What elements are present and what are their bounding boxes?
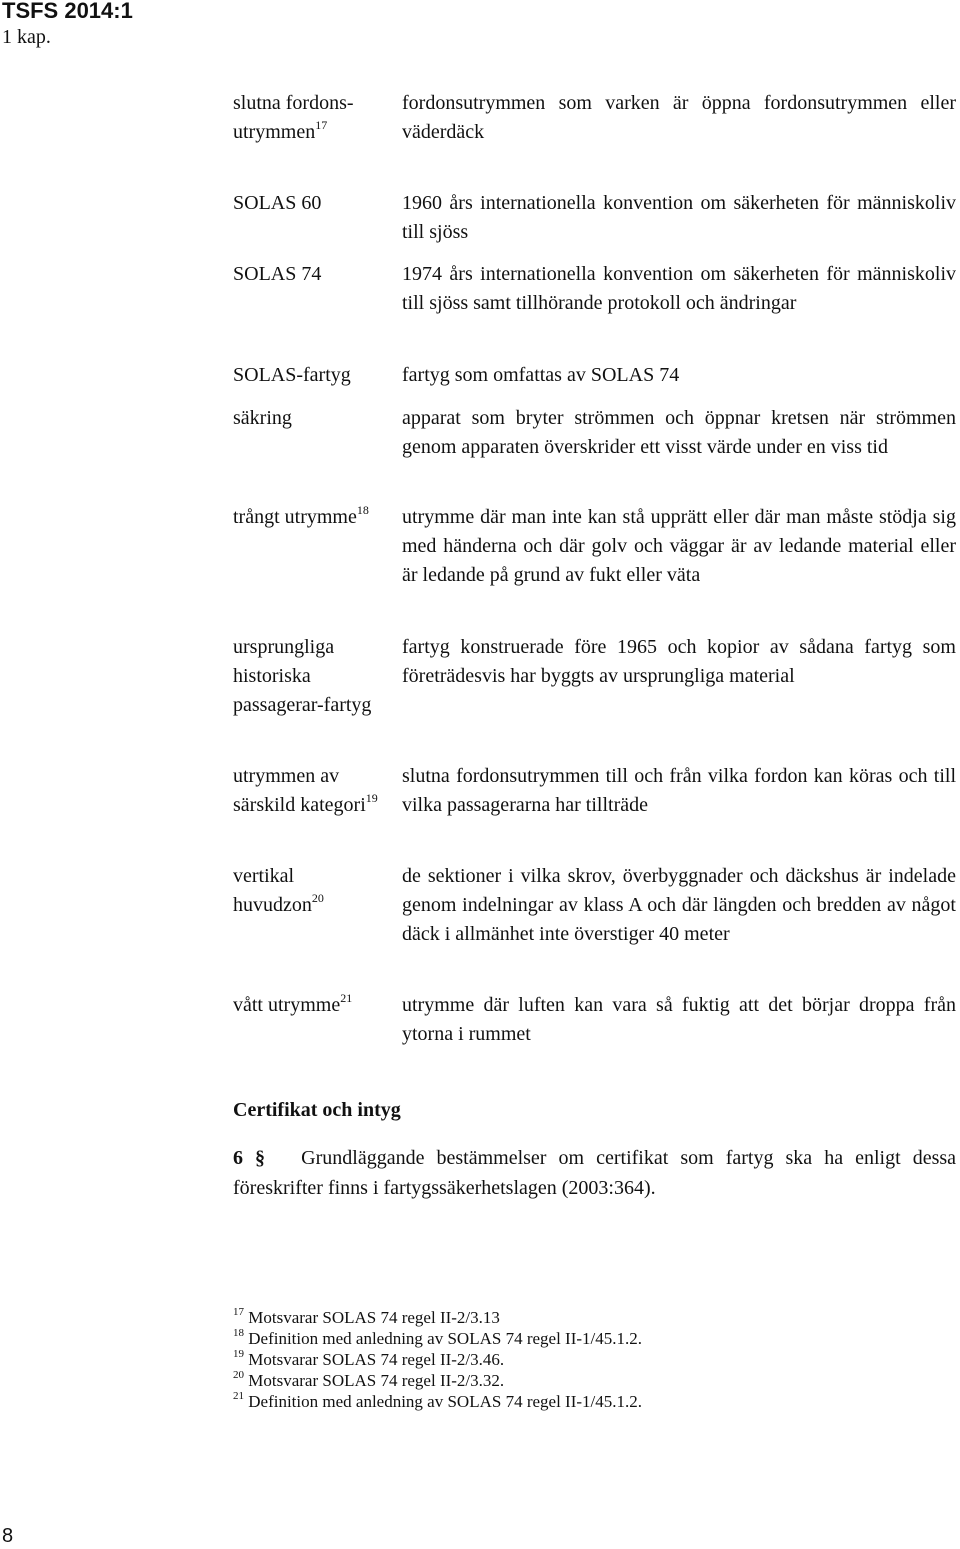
- term-text: säkring: [233, 407, 292, 429]
- definition-term: [233, 991, 378, 1020]
- definition-text: 1974 års internationella konvention om säkerheten för människoliv till sjöss samt tillhörande protokoll och ändringar: [402, 263, 956, 314]
- term-text: vertikal huvudzon: [233, 865, 312, 916]
- definition-term: [233, 189, 378, 218]
- footnote-ref[interactable]: 19: [365, 791, 378, 806]
- definition-text: utrymme där man inte kan stå upprätt eller där man måste stödja sig med händerna och där golv och väggar är av ledande material eller är ledande på grund av fukt eller väta: [402, 506, 956, 586]
- footnote-text: Motsvarar SOLAS 74 regel II-2/3.46.: [248, 1350, 505, 1369]
- footnote-ref[interactable]: 20: [311, 891, 324, 906]
- footnote-ref[interactable]: 21: [340, 991, 353, 1006]
- page-number: 8: [2, 1525, 14, 1547]
- term-text: SOLAS 60: [233, 192, 322, 214]
- footnotes: [233, 1307, 642, 1412]
- section-paragraph: [233, 1143, 956, 1203]
- definition-term: [233, 762, 378, 820]
- definition-term: [233, 633, 378, 720]
- definition-text: 1960 års internationella konvention om säkerheten för människoliv till sjöss: [402, 192, 956, 243]
- definition-term: [233, 89, 378, 147]
- chapter-label: 1 kap.: [2, 26, 51, 48]
- section-heading: Certifikat och intyg: [233, 1099, 401, 1121]
- definition-text: apparat som bryter strömmen och öppnar kretsen när strömmen genom apparaten överskrider ett visst värde under en viss tid: [402, 407, 956, 458]
- definition-text: fartyg som omfattas av SOLAS 74: [402, 364, 680, 386]
- definition-term: [233, 361, 378, 390]
- footnote-text: Motsvarar SOLAS 74 regel II-2/3.13: [248, 1308, 500, 1327]
- definition-text: de sektioner i vilka skrov, överbyggnader och däckshus är indelade genom indelningar av klass A och där längden och bredden av något däck i allmänhet inte överstiger 40 meter: [402, 865, 956, 945]
- definition-term: [233, 503, 378, 532]
- footnote-number: 21: [233, 1390, 244, 1403]
- definition-text: fordonsutrymmen som varken är öppna fordonsutrymmen eller väderdäck: [402, 92, 956, 143]
- definition-text: slutna fordonsutrymmen till och från vilka fordon kan köras och till vilka passagerarna har tillträde: [402, 765, 956, 816]
- footnote: [233, 1391, 642, 1412]
- paragraph-number: 6 §: [233, 1147, 266, 1169]
- footnote: [233, 1328, 642, 1349]
- footnote-text: Definition med anledning av SOLAS 74 regel II-1/45.1.2.: [248, 1329, 643, 1348]
- footnote-text: Definition med anledning av SOLAS 74 regel II-1/45.1.2.: [248, 1392, 643, 1411]
- footnote: [233, 1349, 642, 1370]
- term-text: SOLAS 74: [233, 263, 322, 285]
- definition-text: fartyg konstruerade före 1965 och kopior av sådana fartyg som företrädesvis har byggts av ursprungliga material: [402, 636, 956, 687]
- footnote-text: Motsvarar SOLAS 74 regel II-2/3.32.: [248, 1371, 505, 1390]
- footnote-number: 18: [233, 1327, 244, 1340]
- footnote-ref[interactable]: 18: [356, 503, 369, 518]
- document-code: TSFS 2014:1: [2, 0, 133, 23]
- definition-term: [233, 862, 378, 920]
- definition-term: [233, 404, 378, 433]
- page-header: [2, 0, 133, 50]
- footnote-ref[interactable]: 17: [315, 118, 328, 133]
- definition-term: [233, 260, 378, 289]
- term-text: SOLAS-fartyg: [233, 364, 351, 386]
- term-text: trångt utrymme: [233, 506, 357, 528]
- term-text: utrymmen av särskild kategori: [233, 765, 366, 816]
- footnote: [233, 1307, 642, 1328]
- footnote-number: 20: [233, 1369, 244, 1382]
- term-text: ursprungliga historiska passagerar-fartyg: [233, 636, 372, 716]
- definition-text: utrymme där luften kan vara så fuktig att det börjar droppa från ytorna i rummet: [402, 994, 956, 1045]
- footnote: [233, 1370, 642, 1391]
- footnote-number: 17: [233, 1306, 244, 1319]
- term-text: slutna fordons-utrymmen: [233, 92, 354, 143]
- term-text: vått utrymme: [233, 994, 341, 1016]
- paragraph-text: Grundläggande bestämmelser om certifikat som fartyg ska ha enligt dessa föreskrifter finns i fartygssäkerhetslagen (2003:364).: [233, 1147, 957, 1199]
- footnote-number: 19: [233, 1348, 244, 1361]
